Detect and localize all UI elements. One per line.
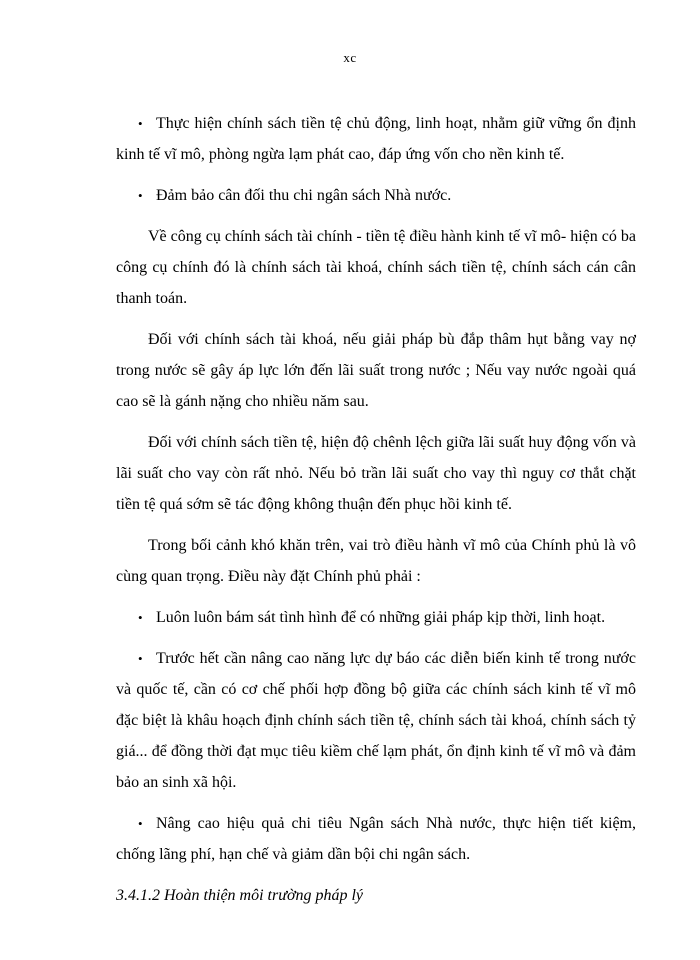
- bullet-paragraph-1: [116, 108, 636, 170]
- paragraph-text: Luôn luôn bám sát tình hình để có những giải pháp kịp thời, linh hoạt.: [156, 609, 606, 626]
- bullet-icon: •: [138, 816, 143, 831]
- paragraph-policy-tools: Về công cụ chính sách tài chính - tiền tệ điều hành kinh tế vĩ mô- hiện có ba công cụ chính đó là chính sách tài khoá, chính sách tiền tệ, chính sách cán cân thanh toán.: [116, 228, 636, 307]
- bullet-icon: •: [138, 610, 143, 625]
- paragraph-text: Thực hiện chính sách tiền tệ chủ động, linh hoạt, nhằm giữ vững ổn định kinh tế vĩ mô, phòng ngừa lạm phát cao, đáp ứng vốn cho nền kinh tế.: [116, 115, 636, 163]
- paragraph-text: Đảm bảo cân đối thu chi ngân sách Nhà nước.: [156, 187, 452, 204]
- section-heading: 3.4.1.2 Hoàn thiện môi trường pháp lý: [116, 887, 364, 904]
- page-body: [116, 108, 636, 921]
- bullet-icon: •: [138, 188, 143, 203]
- bullet-paragraph-5: [116, 808, 636, 870]
- bullet-icon: •: [138, 651, 143, 666]
- paragraph-text: Nâng cao hiệu quả chi tiêu Ngân sách Nhà nước, thực hiện tiết kiệm, chống lãng phí, hạn chế và giảm dần bội chi ngân sách.: [116, 815, 636, 863]
- paragraph-government-role: Trong bối cảnh khó khăn trên, vai trò điều hành vĩ mô của Chính phủ là vô cùng quan trọng. Điều này đặt Chính phủ phải :: [116, 537, 636, 585]
- bullet-paragraph-2: [116, 180, 636, 211]
- bullet-paragraph-4: [116, 643, 636, 798]
- bullet-paragraph-3: [116, 602, 636, 633]
- paragraph-fiscal-policy: Đối với chính sách tài khoá, nếu giải pháp bù đắp thâm hụt bằng vay nợ trong nước sẽ gây áp lực lớn đến lãi suất trong nước ; Nếu vay nước ngoài quá cao sẽ là gánh nặng cho nhiều năm sau.: [116, 331, 636, 410]
- bullet-icon: •: [138, 116, 143, 131]
- page-number: xc: [343, 50, 357, 65]
- paragraph-monetary-policy: Đối với chính sách tiền tệ, hiện độ chênh lệch giữa lãi suất huy động vốn và lãi suất cho vay còn rất nhỏ. Nếu bỏ trần lãi suất cho vay thì nguy cơ thắt chặt tiền tệ quá sớm sẽ tác động không thuận đến phục hồi kinh tế.: [116, 434, 636, 513]
- paragraph-text: Trước hết cần nâng cao năng lực dự báo các diễn biến kinh tế trong nước và quốc tế, cần có cơ chế phối hợp đồng bộ giữa các chính sách kinh tế vĩ mô đặc biệt là khâu hoạch định chính sách tiền tệ, chính sách tài khoá, chính sách tỷ giá... để đồng thời đạt mục tiêu kiềm chế lạm phát, ổn định kinh tế vĩ mô và đảm bảo an sinh xã hội.: [116, 650, 636, 791]
